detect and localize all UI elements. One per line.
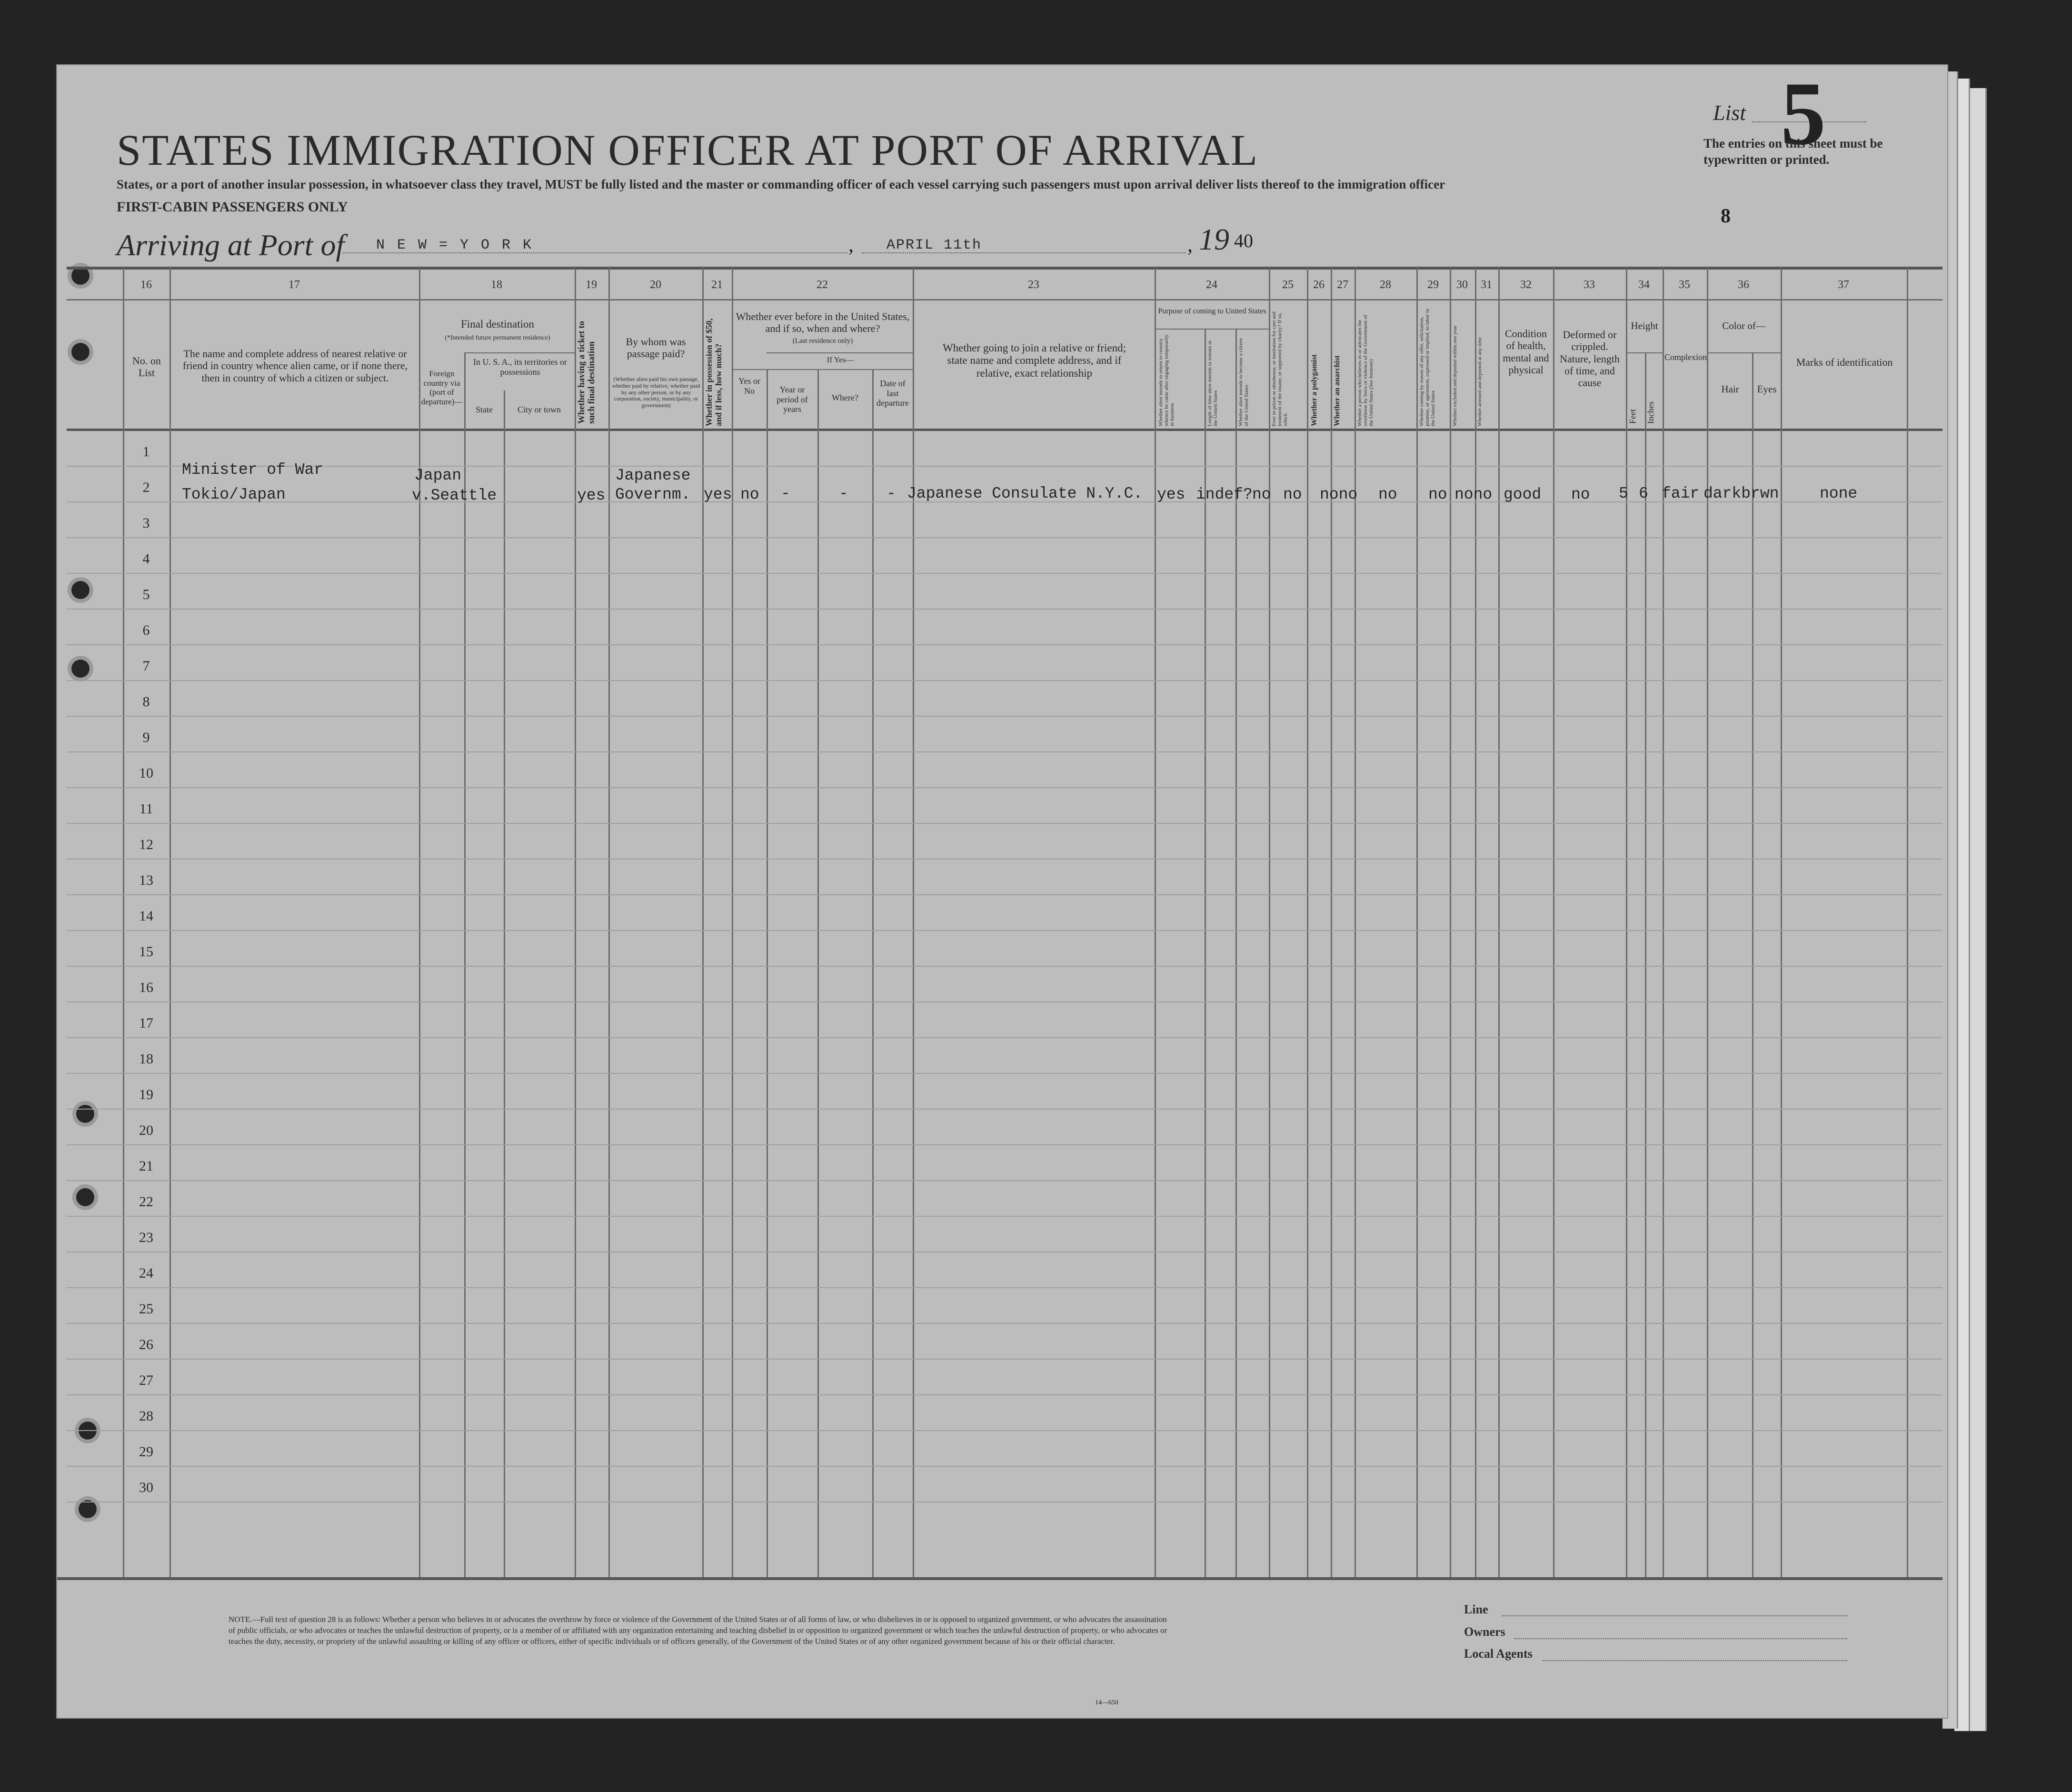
col-line	[702, 268, 704, 1577]
col-line	[1331, 268, 1332, 1577]
binder-hole	[76, 1188, 94, 1206]
col-number: 19	[586, 279, 597, 291]
col34-inches: Inches	[1646, 401, 1655, 424]
owners-field	[1514, 1638, 1847, 1639]
row-number: 8	[142, 694, 150, 710]
subheader-rule	[1707, 352, 1781, 353]
binder-hole	[71, 343, 90, 361]
row-rule	[67, 1323, 1942, 1324]
departure-port: v.Seattle	[412, 487, 497, 504]
col22-ifyes: If Yes—	[827, 355, 854, 364]
height-feet: 5	[1619, 485, 1628, 502]
col36-eyes: Eyes	[1757, 383, 1777, 395]
col-number: 16	[140, 279, 152, 291]
col34-feet: Feet	[1628, 409, 1637, 424]
relative-name: Minister of War	[182, 461, 324, 479]
col20-note: (Whether alien paid his own passage, whether paid by relative, whether paid by any other person, or by any corporation, society, municipality, or government)	[612, 376, 700, 409]
subheader-rule	[1155, 329, 1269, 330]
has-fifty-dollars: yes	[704, 486, 732, 503]
col-line	[1752, 352, 1753, 1577]
col-line	[169, 268, 171, 1577]
subheader-rule	[732, 369, 913, 370]
row-rule	[67, 1430, 1942, 1431]
local-agents-label: Local Agents	[1464, 1647, 1533, 1661]
year-suffix: 40	[1234, 230, 1253, 251]
binder-hole	[76, 1105, 94, 1123]
col-line	[1498, 268, 1500, 1577]
col-line	[913, 268, 914, 1577]
before-in-us: no	[740, 486, 759, 503]
row-number: 14	[139, 908, 153, 924]
binder-hole	[71, 660, 90, 678]
table-top-rule	[67, 267, 1942, 270]
row-number: 10	[139, 765, 153, 781]
last-departure: -	[887, 485, 896, 502]
relative-address: Tokio/Japan	[182, 486, 286, 503]
col37-header: Marks of identification	[1796, 356, 1893, 368]
col24-a-header: Whether alien intends to return to country whence he came after engaging temporarily in business	[1158, 334, 1175, 426]
col-line	[1907, 268, 1908, 1577]
col-number: 25	[1282, 279, 1294, 291]
row-rule	[67, 859, 1942, 860]
col24-title: Purpose of coming to United States	[1158, 307, 1266, 315]
row-number: 5	[142, 587, 150, 602]
row-number: 29	[139, 1444, 153, 1460]
col-line	[1416, 268, 1418, 1577]
header-bottom-rule	[67, 429, 1942, 431]
row-number: 17	[139, 1015, 153, 1031]
deformed: no	[1571, 486, 1590, 503]
arrival-date: APRIL 11th	[887, 237, 982, 253]
row-rule	[67, 1287, 1942, 1288]
col22-date: Date of last departure	[877, 379, 909, 408]
col18-note: (*Intended future permanent residence)	[445, 334, 550, 341]
row-rule	[67, 1001, 1942, 1002]
height-inches: 6	[1639, 485, 1648, 502]
col-line	[767, 369, 768, 1577]
comma: ,	[848, 233, 854, 256]
row-number: 23	[139, 1230, 153, 1245]
subheader-rule	[767, 352, 913, 353]
row-number: 28	[139, 1408, 153, 1424]
col18-foreign: Foreign country via (port of departure)—	[421, 369, 463, 406]
port-name: N E W = Y O R K	[376, 237, 534, 253]
col19-header: Whether having a ticket to such final destination	[577, 320, 597, 424]
col-line	[1781, 268, 1782, 1577]
complexion: fair	[1662, 485, 1700, 502]
subheader-rule	[464, 352, 575, 353]
col35-header: Complexion	[1664, 352, 1707, 362]
sheet-number: 8	[1721, 205, 1731, 227]
col24-c-header: Whether alien intends to become a citizen of the United States	[1238, 338, 1250, 426]
years-in-us: -	[781, 485, 790, 502]
footnote: NOTE.—Full text of question 28 is as follows: Whether a person who believes in or advocates the overthrow by force or violence of the Government of the United States or of all forms of law, or who disbelieves in or is opposed to organized government, or who advocates the assassination of public officials, or who advocates or teaches the unlawful destruction of property, or is a member of or affiliated with any organization entertaining and teaching disbelief in or opposition to organized government or which teaches the unlawful destruction of property, or who advocates or teaches the duty, necessity, or propriety of the unlawful assaulting or killing of any officer or officers, either of specific individuals or of officers generally, of the Government of the United States or of any other organized government because of his or their official character.	[229, 1615, 1167, 1646]
ever-in-prison: no	[1283, 486, 1302, 503]
polygamist-anarchist: nono	[1320, 486, 1358, 503]
deported: nono	[1454, 486, 1493, 503]
col23-header: Whether going to join a relative or friend; state name and complete address, and if relative, exact relationship	[942, 342, 1126, 379]
typewritten-notice: The entries on this sheet must be typewritten or printed.	[1703, 136, 1883, 167]
row-rule	[67, 966, 1942, 967]
col20-title: By whom was passage paid?	[626, 336, 686, 360]
length-of-stay: indef?	[1196, 486, 1253, 503]
row-number: 19	[139, 1087, 153, 1102]
col36-hair: Hair	[1721, 383, 1739, 395]
page-title: STATES IMMIGRATION OFFICER AT PORT OF ARRIVAL	[117, 126, 1258, 174]
row-rule	[67, 680, 1942, 681]
col21-header: Whether in possession of $50, and if less, how much?	[704, 318, 723, 426]
row-rule	[67, 1466, 1942, 1467]
col16-header: No. on List	[132, 355, 161, 379]
row-number: 12	[139, 837, 153, 852]
col-number: 31	[1481, 279, 1492, 291]
row-rule	[67, 751, 1942, 752]
table-bottom-rule	[57, 1577, 1942, 1580]
row-number: 22	[139, 1194, 153, 1210]
arriving-label: Arriving at Port of	[117, 228, 345, 262]
col-number: 21	[711, 279, 723, 291]
col24-b-header: Length of time alien intends to remain in the United States	[1207, 340, 1219, 426]
row-number: 1	[142, 444, 150, 460]
col34-title: Height	[1631, 320, 1658, 331]
line-label: Line	[1464, 1602, 1488, 1616]
col-line	[1663, 268, 1664, 1577]
col-number: 27	[1337, 279, 1348, 291]
hair-eye-color: darkbrwn	[1703, 485, 1779, 502]
col-line	[872, 369, 874, 1577]
col-line	[464, 352, 466, 1577]
row-rule	[67, 609, 1942, 610]
passage-paid-by: Japanese	[615, 467, 691, 484]
row-rule	[67, 894, 1942, 895]
col-line	[1307, 268, 1308, 1577]
row-number: 30	[139, 1480, 153, 1495]
list-label: List	[1713, 100, 1746, 125]
row-rule	[67, 930, 1942, 931]
col-line	[1155, 268, 1156, 1577]
col18-city: City or town	[517, 405, 561, 414]
col-number: 34	[1638, 279, 1650, 291]
col31-header: Whether arrested and deported at any time	[1477, 337, 1483, 426]
row-number: 4	[142, 551, 150, 567]
col-line	[419, 268, 420, 1577]
intends-citizen: no	[1252, 486, 1271, 503]
row-number: 13	[139, 872, 153, 888]
form-code: 14—650	[1095, 1699, 1118, 1706]
comma: ,	[1187, 233, 1193, 256]
col-number: 22	[817, 279, 828, 291]
row-number: 2	[142, 480, 150, 495]
intends-return: yes	[1157, 486, 1185, 503]
year-prefix: 19	[1199, 222, 1229, 256]
binder-hole	[79, 1500, 97, 1518]
col-number: 33	[1584, 279, 1595, 291]
row-rule	[67, 1359, 1942, 1360]
row-rule	[67, 1073, 1942, 1074]
row-rule	[67, 644, 1942, 645]
identification-marks: none	[1820, 485, 1858, 502]
row-rule	[67, 823, 1942, 824]
col-line	[1475, 268, 1476, 1577]
foreign-country: Japan	[414, 467, 462, 484]
col-number: 36	[1738, 279, 1749, 291]
col-line	[575, 268, 576, 1577]
col-number: 29	[1427, 279, 1439, 291]
col-number: 37	[1838, 279, 1849, 291]
col-line	[1553, 268, 1554, 1577]
col28-header: Whether a person who believes in or advocates the overthrow by force or violence of the Government of the United States (See footnote)	[1357, 315, 1375, 426]
col22-note: (Last residence only)	[792, 337, 853, 345]
manifest-sheet	[56, 64, 1948, 1719]
row-rule	[67, 1037, 1942, 1038]
col-number: 32	[1520, 279, 1532, 291]
col-number: 18	[491, 279, 502, 291]
labor-offer: no	[1428, 486, 1447, 503]
col-line	[1626, 268, 1627, 1577]
owners-label: Owners	[1464, 1625, 1505, 1639]
row-rule	[67, 537, 1942, 538]
row-number: 26	[139, 1337, 153, 1352]
line-field	[1502, 1615, 1847, 1616]
col25-header: Ever in prison or almshouse, or institution for care and treatment of the insane, or supported by charity? If so, which	[1271, 311, 1289, 426]
page-subtitle: States, or a port of another insular possession, in whatsoever class they travel, MUST be fully listed and the master or commanding officer of each vessel carrying such passengers must upon arrival deliver lists thereof to the immigration officer	[117, 177, 1445, 191]
row-number: 21	[139, 1158, 153, 1174]
col29-header: Whether coming by reason of any offer, solicitation, promise, or agreement, expressed or implied, to labor in the United States	[1419, 309, 1436, 426]
row-rule	[67, 1394, 1942, 1395]
col27-header: Whether an anarchist	[1333, 355, 1341, 426]
col26-header: Whether a polygamist	[1310, 354, 1318, 426]
col-number: 23	[1028, 279, 1039, 291]
col-number: 17	[289, 279, 300, 291]
col-line	[817, 369, 819, 1577]
col18-title: Final destination	[461, 318, 534, 330]
cabin-class: FIRST-CABIN PASSENGERS ONLY	[117, 199, 348, 215]
col22-year: Year or period of years	[777, 385, 808, 414]
row-number: 25	[139, 1301, 153, 1317]
col-number: 20	[650, 279, 661, 291]
subheader-rule	[1626, 352, 1663, 353]
local-agents-field	[1543, 1660, 1847, 1661]
row-rule	[67, 1144, 1942, 1145]
col22-where: Where?	[832, 393, 858, 402]
overthrow-advocate: no	[1378, 486, 1397, 503]
col-line	[1645, 352, 1646, 1577]
col-line	[1355, 268, 1356, 1577]
row-number: 3	[142, 515, 150, 531]
col-line	[1269, 268, 1270, 1577]
row-rule	[67, 787, 1942, 788]
row-number: 18	[139, 1051, 153, 1067]
row-number: 15	[139, 944, 153, 960]
row-rule	[67, 466, 1942, 467]
col33-header: Deformed or crippled. Nature, length of time, and cause	[1560, 329, 1620, 389]
row-number: 11	[139, 801, 153, 817]
col18-state: State	[476, 405, 493, 414]
passage-paid-by-2: Governm.	[615, 486, 691, 503]
col-line	[1707, 268, 1708, 1577]
row-rule	[67, 1216, 1942, 1217]
col17-header: The name and complete address of nearest relative or friend in country whence alien came, or if none there, then in country of which a citizen or subject.	[182, 348, 408, 384]
col22-yesno: Yes or No	[738, 376, 760, 396]
row-rule	[67, 573, 1942, 574]
col-number: 26	[1313, 279, 1325, 291]
col18-sub: In U. S. A., its territories or possessions	[473, 357, 567, 377]
row-rule	[67, 716, 1942, 717]
row-number: 16	[139, 980, 153, 995]
health-condition: good	[1504, 486, 1542, 503]
binder-hole	[71, 581, 90, 599]
row-rule	[67, 1251, 1942, 1252]
col-number: 30	[1456, 279, 1468, 291]
col32-header: Condition of health, mental and physical	[1503, 328, 1549, 376]
col-line	[504, 390, 505, 1577]
row-rule	[67, 1180, 1942, 1181]
col-line	[1235, 329, 1237, 1577]
colnum-rule	[67, 299, 1942, 300]
col-number: 28	[1380, 279, 1391, 291]
col-line	[1205, 329, 1206, 1577]
col-number: 35	[1679, 279, 1690, 291]
col-line	[123, 268, 124, 1577]
joining-relative: Japanese Consulate N.Y.C.	[907, 485, 1143, 502]
col22-title: Whether ever before in the United States, and if so, when and where?	[736, 310, 910, 335]
row-rule	[67, 1109, 1942, 1110]
row-number: 27	[139, 1372, 153, 1388]
has-ticket: yes	[577, 487, 606, 504]
list-number: 5	[1781, 64, 1826, 164]
row-number: 6	[142, 622, 150, 638]
row-number: 7	[142, 658, 150, 674]
row-number: 20	[139, 1122, 153, 1138]
row-number: 24	[139, 1265, 153, 1281]
col30-header: Whether excluded and deported within one year	[1452, 325, 1458, 426]
col-number: 24	[1206, 279, 1217, 291]
col36-title: Color of—	[1722, 320, 1766, 331]
col-line	[1450, 268, 1451, 1577]
col-line	[608, 268, 610, 1577]
row-number: 9	[142, 730, 150, 745]
where-in-us: -	[839, 485, 848, 502]
col-line	[732, 268, 733, 1577]
